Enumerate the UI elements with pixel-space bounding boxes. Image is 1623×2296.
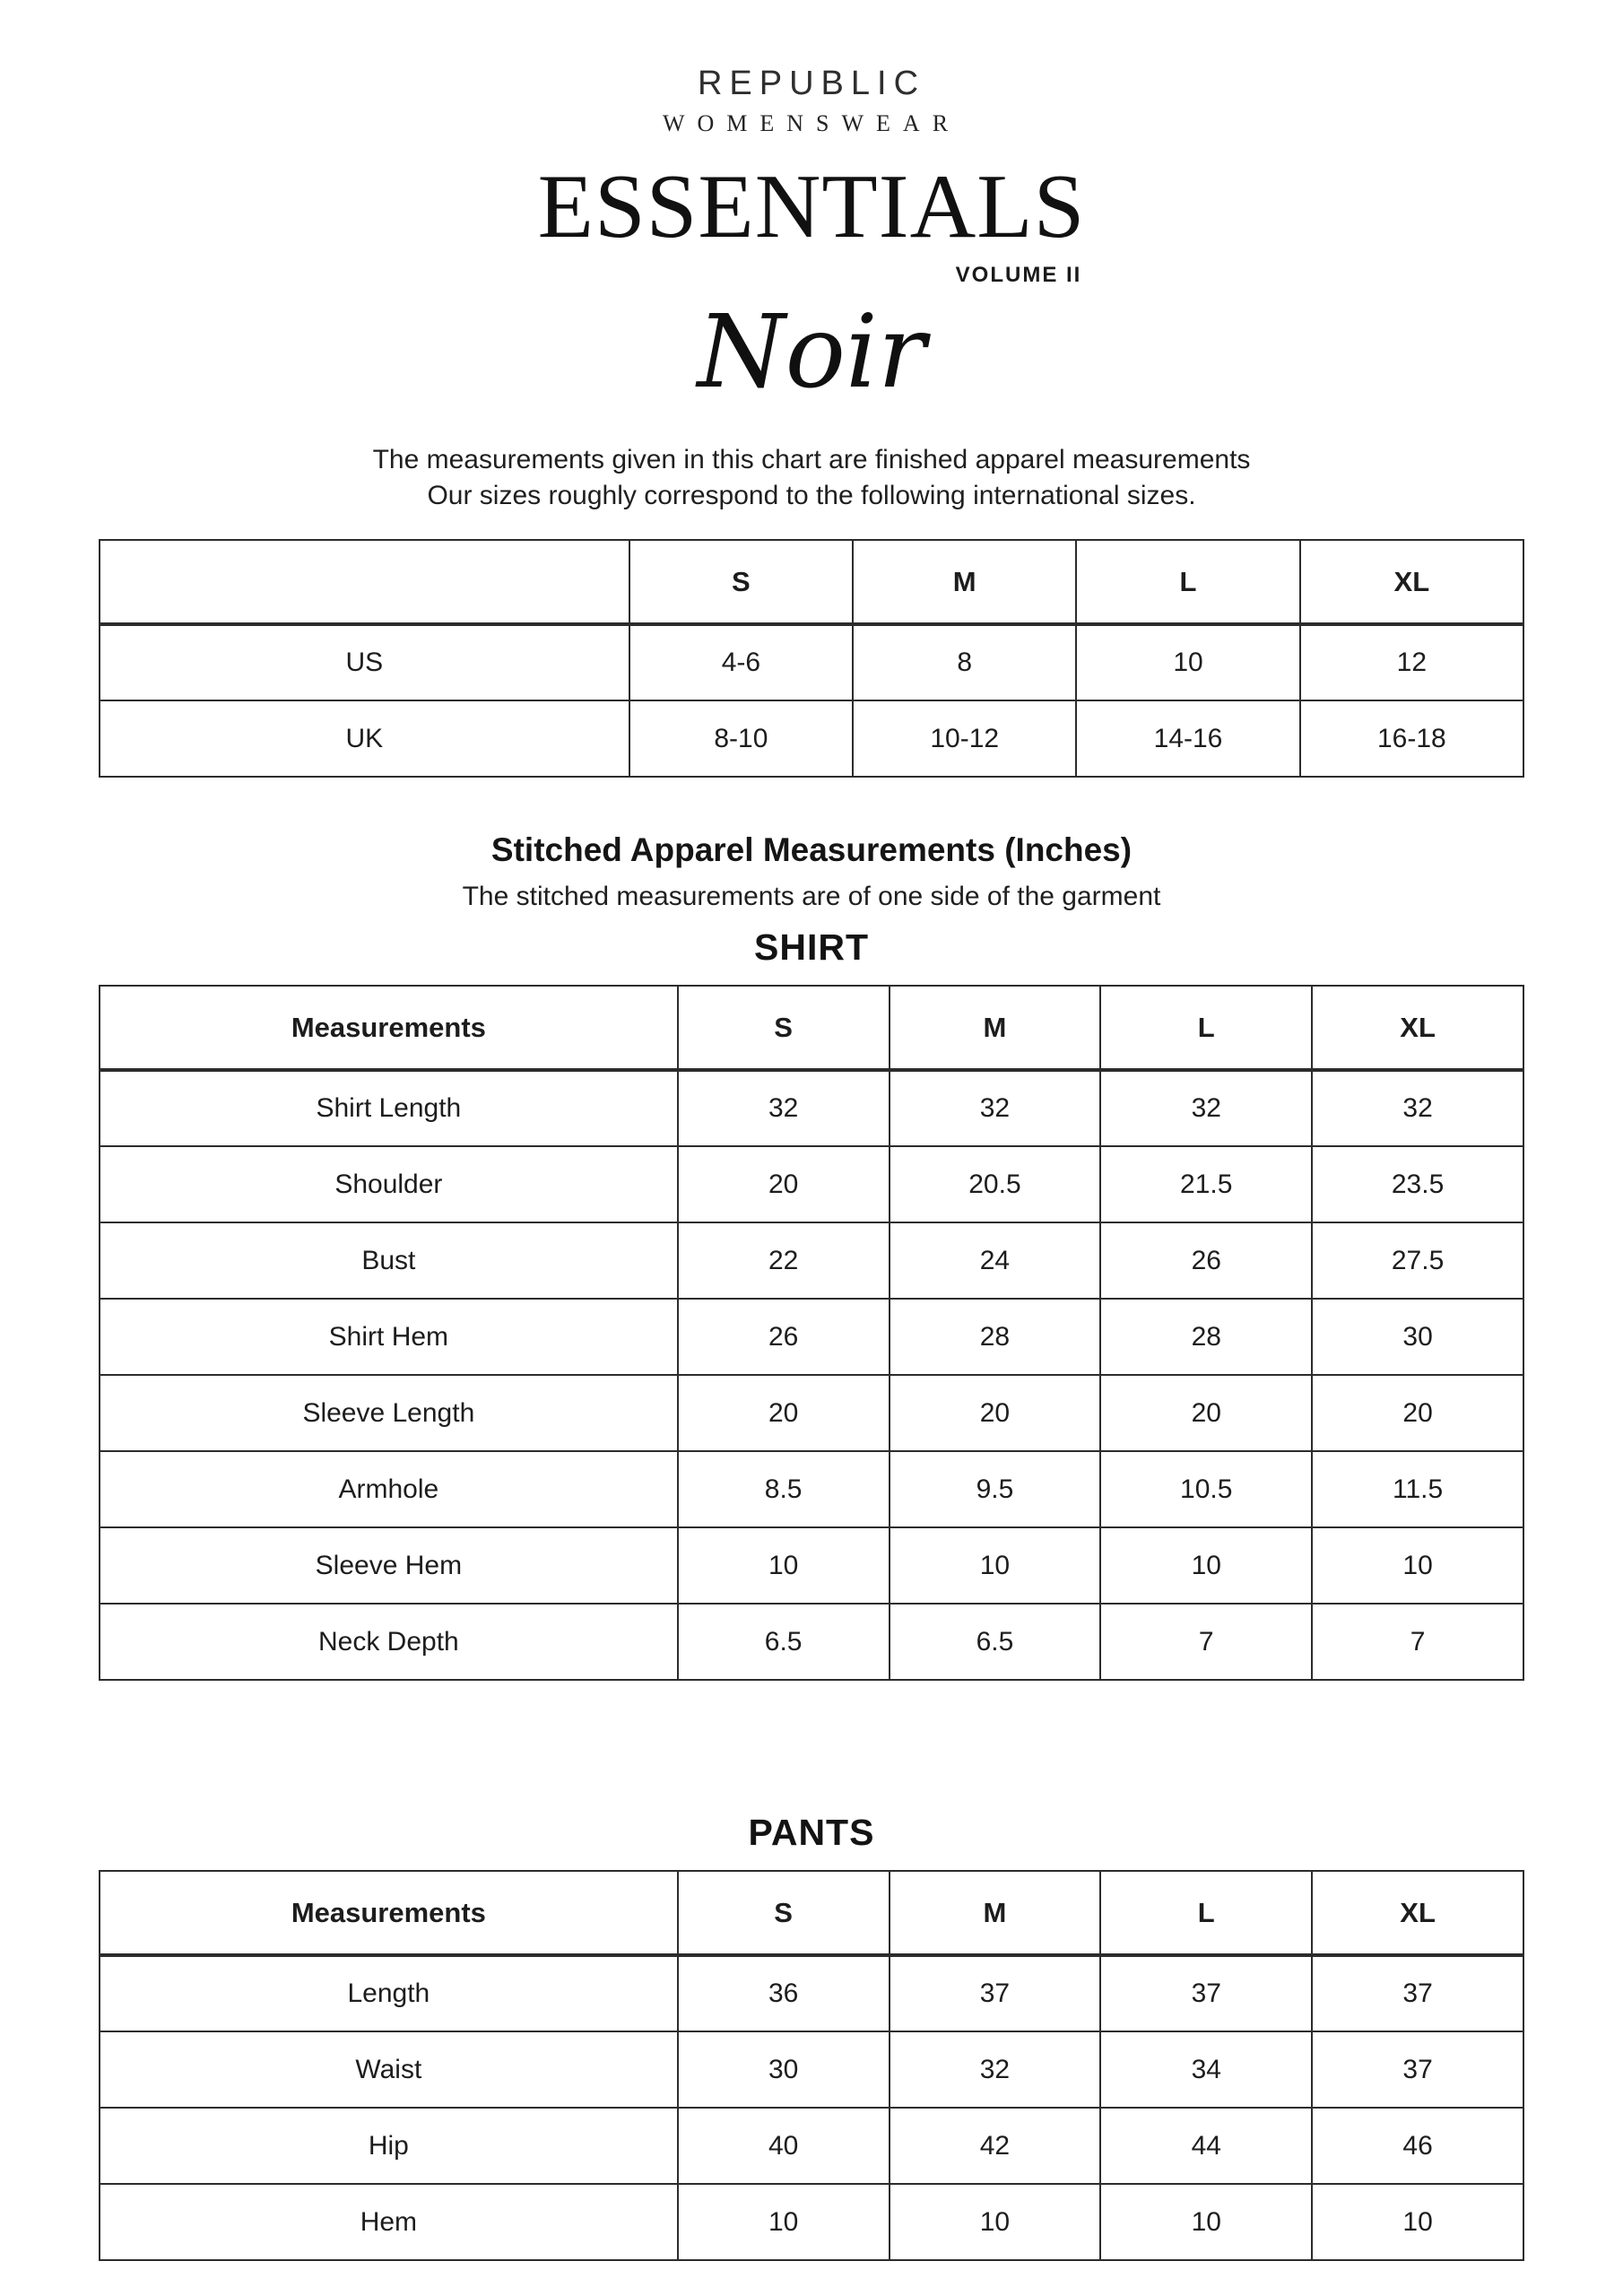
table-row [100, 1070, 1523, 1146]
size-column-header: M [853, 540, 1076, 624]
table-body [100, 624, 1523, 777]
table-row [100, 2031, 1523, 2108]
row-label: Shirt Hem [100, 1299, 678, 1375]
row-label: Sleeve Length [100, 1375, 678, 1451]
row-label: Waist [100, 2031, 678, 2108]
table-row [100, 2108, 1523, 2184]
table-row [100, 1604, 1523, 1680]
international-sizes-table [99, 539, 1524, 778]
value-cell: 28 [1100, 1299, 1312, 1375]
row-label: Hip [100, 2108, 678, 2184]
value-cell: 10-12 [853, 700, 1076, 777]
table-body [100, 1070, 1523, 1680]
intro-line-2: Our sizes roughly correspond to the following international sizes. [427, 481, 1196, 511]
size-column-header: M [890, 1871, 1101, 1955]
table-head [100, 986, 1523, 1070]
value-cell: 7 [1312, 1604, 1523, 1680]
pants-measurements-table [99, 1870, 1524, 2261]
label-column-header: Measurements [100, 986, 678, 1070]
value-cell: 10 [890, 2184, 1101, 2260]
value-cell: 20 [890, 1375, 1101, 1451]
value-cell: 10 [890, 1527, 1101, 1604]
value-cell: 10 [678, 1527, 890, 1604]
value-cell: 32 [890, 2031, 1101, 2108]
value-cell: 34 [1100, 2031, 1312, 2108]
size-column-header: L [1100, 986, 1312, 1070]
table-row [100, 2184, 1523, 2260]
size-column-header: XL [1312, 1871, 1523, 1955]
brand-header [0, 0, 1623, 415]
collection-title: ESSENTIALS [537, 156, 1086, 257]
value-cell: 24 [890, 1222, 1101, 1299]
value-cell: 20 [1312, 1375, 1523, 1451]
header-row [100, 986, 1523, 1070]
header-row [100, 540, 1523, 624]
value-cell: 26 [1100, 1222, 1312, 1299]
label-column-header [100, 540, 629, 624]
value-cell: 30 [1312, 1299, 1523, 1375]
table-head [100, 540, 1523, 624]
intro-text [0, 442, 1623, 514]
value-cell: 36 [678, 1955, 890, 2031]
value-cell: 30 [678, 2031, 890, 2108]
value-cell: 26 [678, 1299, 890, 1375]
collection-lockup [537, 156, 1086, 288]
row-label: Shirt Length [100, 1070, 678, 1146]
size-column-header: S [678, 986, 890, 1070]
value-cell: 37 [890, 1955, 1101, 2031]
brand-subtitle: WOMENSWEAR [662, 110, 961, 136]
size-column-header: XL [1300, 540, 1523, 624]
value-cell: 20 [678, 1375, 890, 1451]
size-column-header: XL [1312, 986, 1523, 1070]
table-row [100, 1451, 1523, 1527]
header-row [100, 1871, 1523, 1955]
table-row [100, 1299, 1523, 1375]
size-column-header: M [890, 986, 1101, 1070]
row-label: Shoulder [100, 1146, 678, 1222]
value-cell: 9.5 [890, 1451, 1101, 1527]
table-row [100, 1375, 1523, 1451]
table-row [100, 1222, 1523, 1299]
value-cell: 10 [678, 2184, 890, 2260]
value-cell: 14-16 [1076, 700, 1299, 777]
value-cell: 37 [1100, 1955, 1312, 2031]
value-cell: 44 [1100, 2108, 1312, 2184]
intro-line-1: The measurements given in this chart are finished apparel measurements [372, 445, 1251, 475]
stitched-measurements-heading: Stitched Apparel Measurements (Inches) [490, 831, 1133, 869]
value-cell: 8.5 [678, 1451, 890, 1527]
table-head [100, 1871, 1523, 1955]
value-cell: 32 [890, 1070, 1101, 1146]
value-cell: 32 [678, 1070, 890, 1146]
table-body [100, 1955, 1523, 2260]
value-cell: 22 [678, 1222, 890, 1299]
row-label: Sleeve Hem [100, 1527, 678, 1604]
row-label: US [100, 624, 629, 700]
table-row [100, 700, 1523, 777]
pants-section-title: PANTS [748, 1812, 875, 1854]
value-cell: 8-10 [629, 700, 853, 777]
value-cell: 10.5 [1100, 1451, 1312, 1527]
row-label: UK [100, 700, 629, 777]
value-cell: 10 [1100, 2184, 1312, 2260]
table-row [100, 624, 1523, 700]
row-label: Bust [100, 1222, 678, 1299]
value-cell: 11.5 [1312, 1451, 1523, 1527]
table-row [100, 1527, 1523, 1604]
row-label: Armhole [100, 1451, 678, 1527]
value-cell: 4-6 [629, 624, 853, 700]
size-column-header: L [1100, 1871, 1312, 1955]
value-cell: 20 [1100, 1375, 1312, 1451]
value-cell: 46 [1312, 2108, 1523, 2184]
value-cell: 37 [1312, 1955, 1523, 2031]
value-cell: 10 [1312, 1527, 1523, 1604]
value-cell: 28 [890, 1299, 1101, 1375]
value-cell: 37 [1312, 2031, 1523, 2108]
value-cell: 42 [890, 2108, 1101, 2184]
size-column-header: S [678, 1871, 890, 1955]
size-column-header: S [629, 540, 853, 624]
value-cell: 32 [1100, 1070, 1312, 1146]
table-row [100, 1146, 1523, 1222]
value-cell: 23.5 [1312, 1146, 1523, 1222]
value-cell: 16-18 [1300, 700, 1523, 777]
value-cell: 20 [678, 1146, 890, 1222]
value-cell: 10 [1100, 1527, 1312, 1604]
value-cell: 10 [1312, 2184, 1523, 2260]
value-cell: 8 [853, 624, 1076, 700]
row-label: Length [100, 1955, 678, 2031]
value-cell: 7 [1100, 1604, 1312, 1680]
volume-label: VOLUME II [955, 263, 1082, 288]
table-row [100, 1955, 1523, 2031]
value-cell: 20.5 [890, 1146, 1101, 1222]
value-cell: 27.5 [1312, 1222, 1523, 1299]
value-cell: 12 [1300, 624, 1523, 700]
value-cell: 6.5 [678, 1604, 890, 1680]
value-cell: 10 [1076, 624, 1299, 700]
value-cell: 21.5 [1100, 1146, 1312, 1222]
label-column-header: Measurements [100, 1871, 678, 1955]
shirt-measurements-table [99, 985, 1524, 1681]
value-cell: 6.5 [890, 1604, 1101, 1680]
value-cell: 40 [678, 2108, 890, 2184]
row-label: Neck Depth [100, 1604, 678, 1680]
shirt-section-title: SHIRT [754, 926, 869, 969]
brand-name: REPUBLIC [697, 65, 926, 102]
edition-script-title: Noir [697, 294, 926, 412]
size-column-header: L [1076, 540, 1299, 624]
stitched-measurements-subheading: The stitched measurements are of one side of the garment [462, 882, 1161, 912]
value-cell: 32 [1312, 1070, 1523, 1146]
row-label: Hem [100, 2184, 678, 2260]
